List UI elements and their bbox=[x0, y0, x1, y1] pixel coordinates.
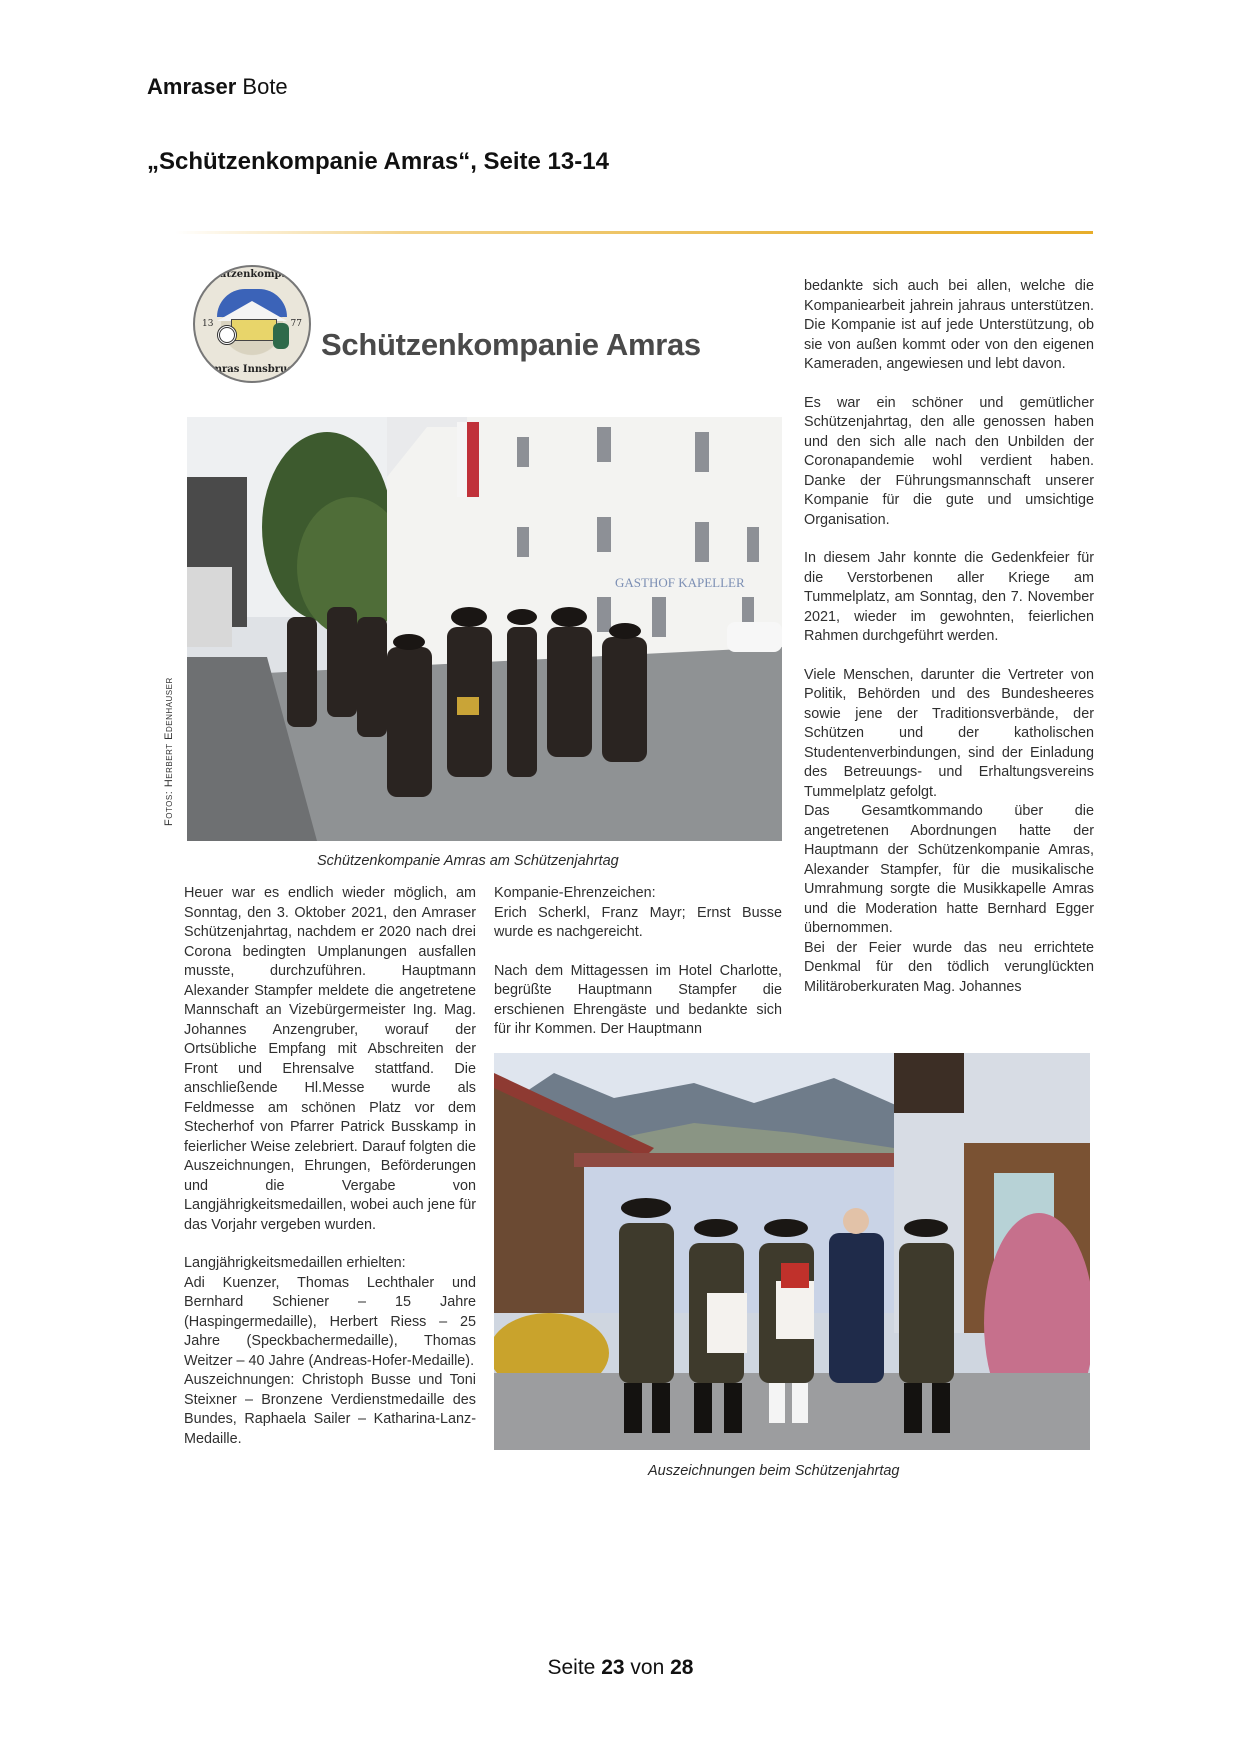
paragraph: Auszeichnungen: Christoph Busse und Toni Steixner – Bronzene Verdienstmedaille des Bundes, Raphaela Sailer – Katharina-Lanz-Medaille. bbox=[184, 1372, 476, 1447]
photo-credit: Fotos: Herbert Edenhauser bbox=[163, 677, 175, 826]
paragraph: Adi Kuenzer, Thomas Lechthaler und Bernhard Schiener – 15 Jahre (Haspingermedaille), Herbert Riess – 25 Jahre (Speckbachermedaille), Thomas Weitzer – 40 Jahre (Andreas-Hofer-Medaille). bbox=[184, 1274, 476, 1369]
crest-bottom-text: Amras Innsbruck bbox=[203, 364, 301, 375]
paragraph: Viele Menschen, darunter die Vertreter von Politik, Behörden und des Bundesheeres sowie jene der Traditionsverbände, der Schützen und der katholischen Studentenverbindungen, sind der Einladung des Betreuungs- und Erhaltungsvereins Tummelplatz gefolgt. bbox=[804, 666, 1094, 800]
page-of: von bbox=[630, 1656, 665, 1679]
paragraph: bedankte sich auch bei allen, welche die Kompaniearbeit jahrein jahraus unterstützen. Die Kompanie ist auf jede Unterstützung, ob sie von außen kommt oder von den eigenen Kameraden, angewiesen und lebt davon. bbox=[804, 278, 1094, 372]
paragraph: Heuer war es endlich wieder möglich, am Sonntag, den 3. Oktober 2021, den Amraser Schützenjahrtag, nachdem er 2020 nach drei Corona bedingten Umplanungen ausfallen musste, durchzuführen. Hauptmann Alexander Stampfer meldete die angetretene Mannschaft an Vizebürgermeister Ing. Mag. Johannes Anzengruber, worauf der Ortsübliche Empfang mit Abschreiten der Front und Ehrensalve stattfand. Die anschließende Hl.Messe wurde als Feldmesse am schönen Platz vor dem Stecherhof von Pfarrer Patrick Busskamp in feierlicher Weise zelebriert. Darauf folgten die Auszeichnungen, Ehrungen, Beförderungen und die Vergabe von Langjährigkeitsmedaillen, wobei auch jene für das Vorjahr vergeben wurden. bbox=[184, 885, 476, 1233]
paragraph: Nach dem Mittagessen im Hotel Charlotte, begrüßte Hauptmann Stampfer die erschienen Ehrengäste und bedankte sich für ihr Kommen. Der Hauptmann bbox=[494, 962, 782, 1037]
crest-year-right: 77 bbox=[290, 319, 302, 329]
crest-top-text: Schützenkompanie bbox=[198, 269, 306, 280]
crest-year-left: 13 bbox=[202, 319, 214, 329]
company-crest-logo bbox=[193, 265, 311, 383]
target-icon bbox=[217, 325, 237, 345]
page-number bbox=[0, 1656, 1241, 1680]
paragraph: Es war ein schöner und gemütlicher Schützenjahrtag, den alle genossen haben und den sich alle nach den Unbilden der Coronapandemie wohl verdient haben. Danke der Führungsmannschaft unserer Kompanie für die gute und umsichtige Organisation. bbox=[804, 394, 1094, 528]
paragraph: Erich Scherkl, Franz Mayr; Ernst Busse wurde es nachgereicht. bbox=[494, 904, 782, 940]
total-pages: 28 bbox=[670, 1656, 694, 1679]
text-column-middle bbox=[494, 884, 782, 1040]
paragraph: Langjährigkeitsmedaillen erhielten: bbox=[184, 1255, 406, 1271]
publication-name-rest: Bote bbox=[242, 74, 288, 99]
article-title: Schützenkompanie Amras bbox=[321, 327, 701, 362]
photo1-caption: Schützenkompanie Amras am Schützenjahrtag bbox=[317, 853, 619, 869]
photo2-caption: Auszeichnungen beim Schützenjahrtag bbox=[648, 1463, 900, 1479]
paragraph: Kompanie-Ehrenzeichen: bbox=[494, 885, 656, 901]
publication-name-bold: Amraser bbox=[147, 74, 237, 99]
page-prefix: Seite bbox=[547, 1656, 596, 1679]
paragraph: In diesem Jahr konnte die Gedenkfeier für die Verstorbenen aller Kriege am Tummelplatz, am Sonntag, den 7. November 2021, wieder im gewohnten, feierlichen Rahmen durchgeführt werden. bbox=[804, 550, 1094, 644]
document-title: „Schützenkompanie Amras“, Seite 13-14 bbox=[147, 148, 609, 175]
paragraph: Bei der Feier wurde das neu errichtete Denkmal für den tödlich verunglückten Militäroberkuraten Mag. Johannes bbox=[804, 939, 1094, 995]
current-page: 23 bbox=[601, 1656, 625, 1679]
text-column-right bbox=[804, 277, 1094, 997]
paragraph: Das Gesamtkommando über die angetretenen Abordnungen hatte der Hauptmann der Schützenkompanie Amras, Alexander Stampfer, für die musikalische Umrahmung sorgte die Musikkapelle Amras und die Moderation hatte Bernhard Egger übernommen. bbox=[804, 803, 1094, 936]
gasthof-sign: GASTHOF KAPELLER bbox=[615, 575, 745, 590]
photo-awards bbox=[494, 1053, 1090, 1450]
photo-procession bbox=[187, 417, 782, 841]
text-column-left bbox=[184, 884, 476, 1449]
